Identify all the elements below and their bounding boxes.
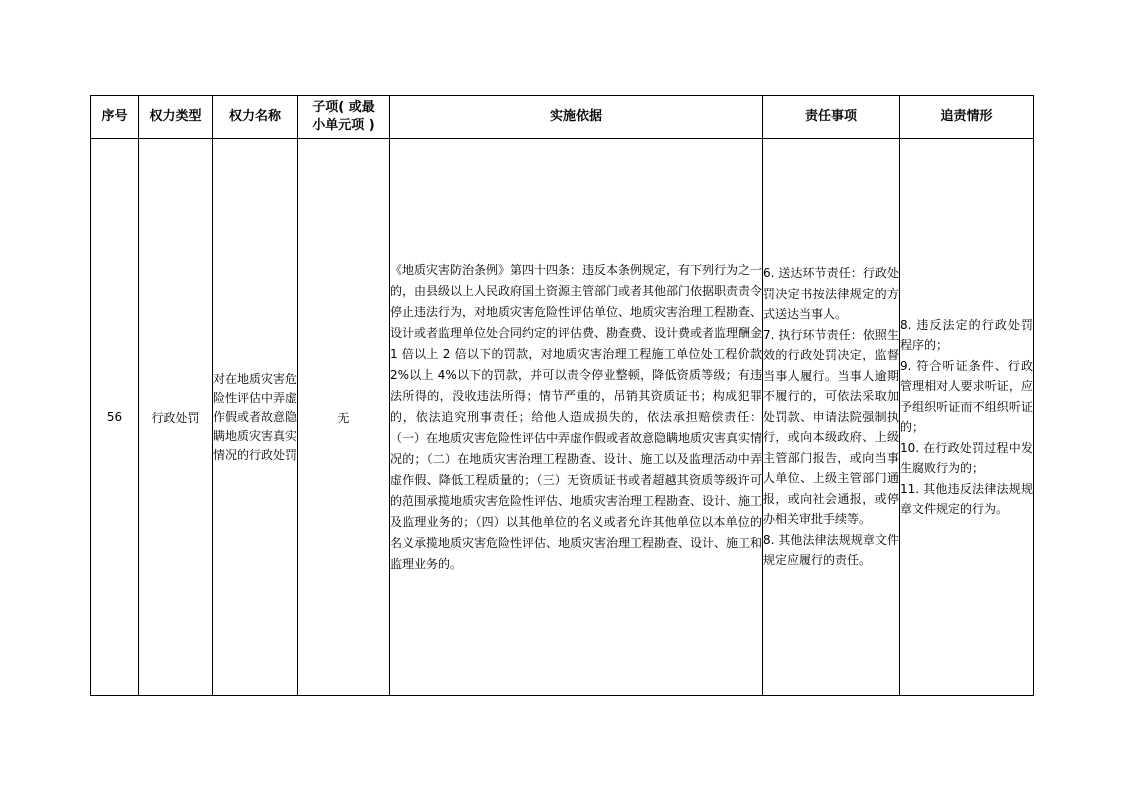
cell-subitem: 无 (298, 139, 390, 696)
header-accountability: 追责情形 (900, 96, 1034, 139)
header-subitem (298, 96, 390, 139)
header-responsibility: 责任事项 (763, 96, 900, 139)
cell-power-name (213, 139, 298, 696)
table-header-row (91, 96, 1034, 139)
header-power-name: 权力名称 (213, 96, 298, 139)
header-basis: 实施依据 (390, 96, 763, 139)
basis-text: 《地质灾害防治条例》第四十四条：违反本条例规定，有下列行为之一的，由县级以上人民政府国土资源主管部门或者其他部门依据职责责令停止违法行为，对地质灾害危险性评估单位、地质灾害治理工程勘查、设计或者监理单位处合同约定的评估费、勘查费、设计费或者监理酬金 1 倍以上 2 倍以下的罚款，对地质灾害治理工程施工单位处工程价款 2%以上 4%以下的罚款，并可以责令停业整顿，降低资质等级；有违法所得的，没收违法所得；情节严重的，吊销其资质证书；构成犯罪的，依法追究刑事责任；给他人造成损失的，依法承担赔偿责任：（一）在地质灾害危险性评估中弄虚作假或者故意隐瞒地质灾害真实情况的；（二）在地质灾害治理工程勘查、设计、施工以及监理活动中弄虚作假、降低工程质量的；（三）无资质证书或者超越其资质等级许可的范围承揽地质灾害危险性评估、地质灾害治理工程勘查、设计、施工及监理业务的；（四）以其他单位的名义或者允许其他单位以本单位的名义承揽地质灾害危险性评估、地质灾害治理工程勘查、设计、施工和监理业务的。 (390, 262, 763, 571)
header-power-type: 权力类型 (139, 96, 213, 139)
header-subitem-label: 子项( 或最小单元项 ) (312, 100, 375, 133)
cell-responsibility (763, 139, 900, 696)
cell-seq: 56 (91, 139, 139, 696)
header-seq: 序号 (91, 96, 139, 139)
accountability-text: 8. 违反法定的行政处罚程序的； 9. 符合听证条件、行政管理相对人要求听证，应予组织听证而不组织听证的； 10. 在行政处罚过程中发生腐败行为的； 11. 其他违反法律法规规章文件规定的行为。 (900, 317, 1033, 516)
cell-power-type: 行政处罚 (139, 139, 213, 696)
cell-accountability (900, 139, 1034, 696)
power-name-text: 对在地质灾害危险性评估中弄虚作假或者故意隐瞒地质灾害真实情况的行政处罚 (213, 371, 298, 462)
table-row (91, 139, 1034, 696)
cell-basis (390, 139, 763, 696)
power-list-table (90, 95, 1034, 696)
responsibility-text: 6. 送达环节责任：行政处罚决定书按法律规定的方式送达当事人。 7. 执行环节责任：依照生效的行政处罚决定，监督当事人履行。当事人逾期不履行的，可依法采取加处罚款、申请法院强制执行，或向本级政府、上级主管部门报告，或向当事人单位、上级主管部门通报，或向社会通报，或停办相关审批手续等。 8. 其他法律法规规章文件规定应履行的责任。 (763, 266, 899, 568)
